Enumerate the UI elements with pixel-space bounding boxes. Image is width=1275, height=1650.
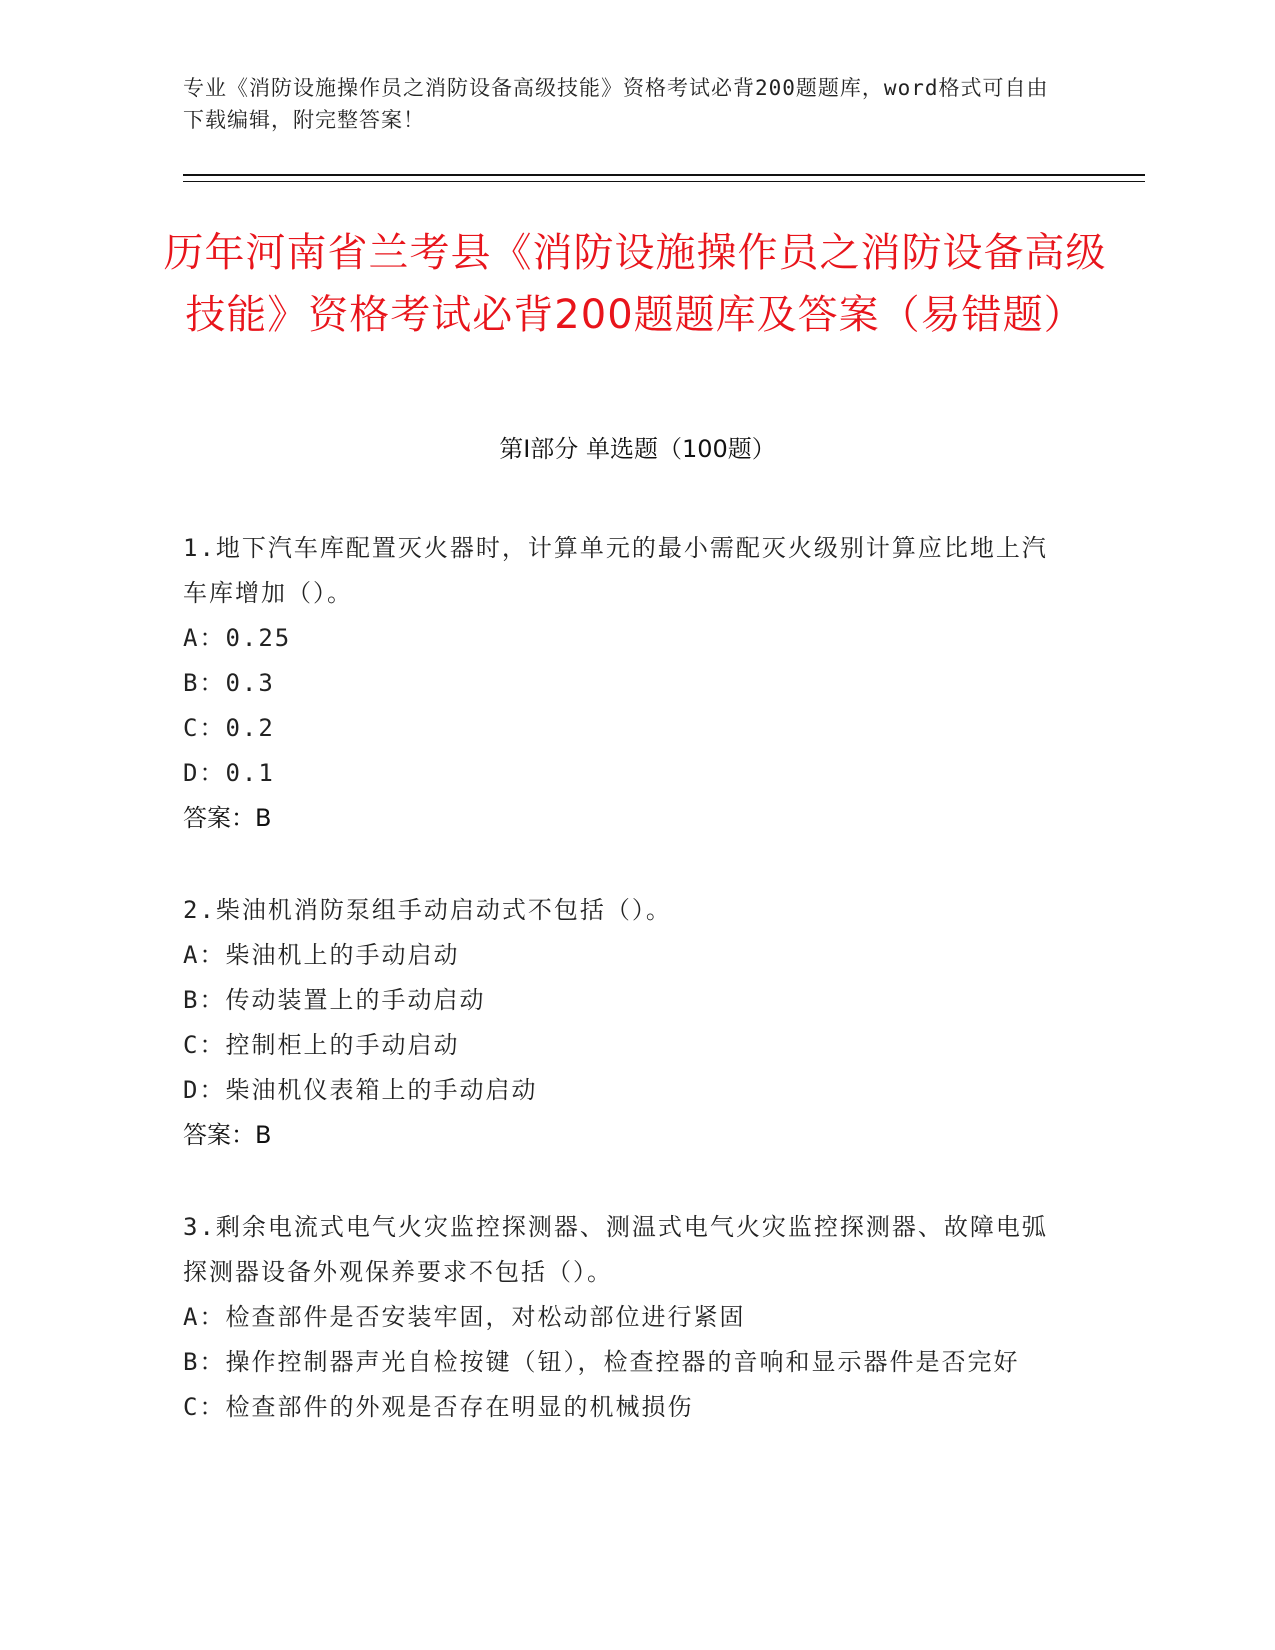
question-item bbox=[183, 1205, 1063, 1430]
option-b: B：0.3 bbox=[183, 669, 275, 697]
header-divider-thick bbox=[183, 174, 1145, 176]
option-b: B：操作控制器声光自检按键（钮），检查控器的音响和显示器件是否完好 bbox=[183, 1348, 1020, 1376]
section-heading: 第Ⅰ部分 单选题（100题） bbox=[499, 435, 776, 463]
option-a: A：检查部件是否安装牢固，对松动部位进行紧固 bbox=[183, 1303, 746, 1331]
header-note: 专业《消防设施操作员之消防设备高级技能》资格考试必背200题题库，word格式可自由下载编辑，附完整答案！ bbox=[183, 76, 1049, 132]
question-text: 1.地下汽车库配置灭火器时，计算单元的最小需配灭火级别计算应比地上汽车库增加（）。 bbox=[183, 534, 1048, 607]
question-item bbox=[183, 888, 1063, 1158]
option-d: D：0.1 bbox=[183, 759, 275, 787]
question-list bbox=[183, 526, 1063, 1477]
answer-text: 答案：B bbox=[183, 1121, 272, 1149]
option-c: C：控制柜上的手动启动 bbox=[183, 1031, 460, 1059]
option-a: A：0.25 bbox=[183, 624, 292, 652]
answer-text: 答案：B bbox=[183, 804, 272, 832]
header-divider-thin bbox=[183, 181, 1145, 182]
question-text: 2.柴油机消防泵组手动启动式不包括（）。 bbox=[183, 896, 672, 924]
option-d: D：柴油机仪表箱上的手动启动 bbox=[183, 1076, 538, 1104]
question-text: 3.剩余电流式电气火灾监控探测器、测温式电气火灾监控探测器、故障电弧探测器设备外观保养要求不包括（）。 bbox=[183, 1213, 1048, 1286]
option-b: B：传动装置上的手动启动 bbox=[183, 986, 486, 1014]
document-title: 历年河南省兰考县《消防设施操作员之消防设备高级技能》资格考试必背200题题库及答案（易错题） bbox=[163, 230, 1107, 338]
option-a: A：柴油机上的手动启动 bbox=[183, 941, 460, 969]
option-c: C：0.2 bbox=[183, 714, 275, 742]
question-item bbox=[183, 526, 1063, 841]
option-c: C：检查部件的外观是否存在明显的机械损伤 bbox=[183, 1393, 694, 1421]
